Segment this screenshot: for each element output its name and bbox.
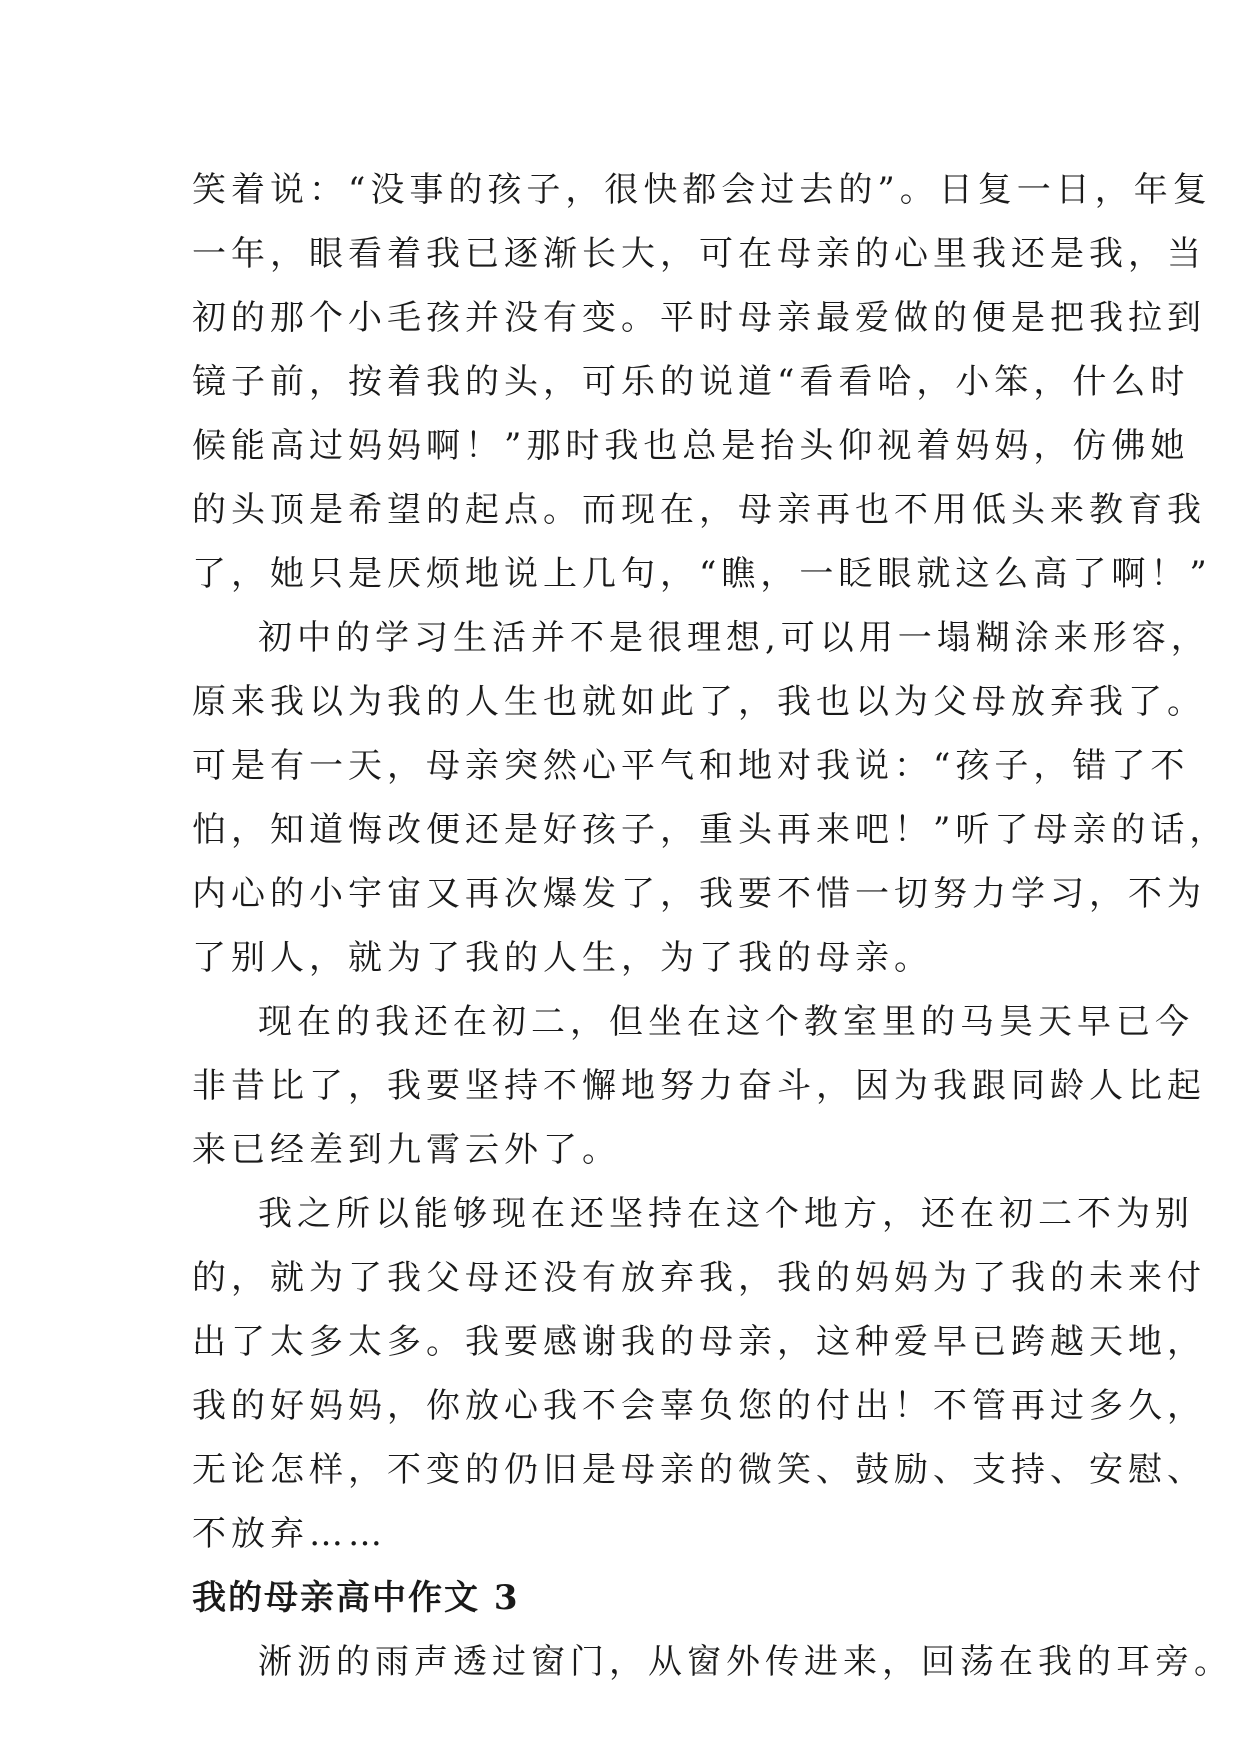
text-line: 的头顶是希望的起点。而现在，母亲再也不用低头来教育我 — [192, 490, 1206, 530]
text-line: 镜子前，按着我的头，可乐的说道“看看哈，小笨，什么时 — [192, 362, 1190, 402]
text-line: 不放弃…… — [192, 1514, 387, 1554]
text-line: 了，她只是厌烦地说上几句，“瞧，一眨眼就这么高了啊！” — [192, 554, 1212, 594]
text-line: 候能高过妈妈啊！”那时我也总是抬头仰视着妈妈，仿佛她 — [192, 426, 1190, 466]
text-line: 出了太多太多。我要感谢我的母亲，这种爱早已跨越天地， — [192, 1322, 1206, 1362]
paragraph-5 — [192, 1630, 1233, 1694]
text-line: 无论怎样，不变的仍旧是母亲的微笑、鼓励、支持、安慰、 — [192, 1450, 1206, 1490]
paragraph-4 — [192, 1182, 1206, 1566]
text-line: 非昔比了，我要坚持不懈地努力奋斗，因为我跟同龄人比起 — [192, 1066, 1206, 1106]
text-line: 初中的学习生活并不是很理想,可以用一塌糊涂来形容， — [258, 618, 1210, 658]
text-line: 一年，眼看着我已逐渐长大，可在母亲的心里我还是我，当 — [192, 234, 1206, 274]
text-line: 内心的小宇宙又再次爆发了，我要不惜一切努力学习，不为 — [192, 874, 1206, 914]
text-line: 的，就为了我父母还没有放弃我，我的妈妈为了我的未来付 — [192, 1258, 1206, 1298]
text-line: 初的那个小毛孩并没有变。平时母亲最爱做的便是把我拉到 — [192, 298, 1206, 338]
paragraph-2 — [192, 606, 1229, 990]
text-line: 现在的我还在初二，但坐在这个教室里的马昊天早已今 — [258, 1002, 1194, 1042]
text-line: 笑着说：“没事的孩子，很快都会过去的”。日复一日，年复 — [192, 170, 1212, 210]
text-line: 可是有一天，母亲突然心平气和地对我说：“孩子，错了不 — [192, 746, 1190, 786]
section-heading: 我的母亲高中作文 3 — [192, 1578, 520, 1618]
text-line: 怕，知道悔改便还是好孩子，重头再来吧！”听了母亲的话， — [192, 810, 1229, 850]
text-line: 来已经差到九霄云外了。 — [192, 1130, 621, 1170]
text-line: 我的好妈妈，你放心我不会辜负您的付出！不管再过多久， — [192, 1386, 1206, 1426]
paragraph-3 — [192, 990, 1206, 1182]
text-line: 了别人，就为了我的人生，为了我的母亲。 — [192, 938, 933, 978]
text-line: 我之所以能够现在还坚持在这个地方，还在初二不为别 — [258, 1194, 1194, 1234]
text-line: 淅沥的雨声透过窗门，从窗外传进来，回荡在我的耳旁。 — [258, 1642, 1233, 1682]
document-page — [192, 158, 1233, 1694]
text-line: 原来我以为我的人生也就如此了，我也以为父母放弃我了。 — [192, 682, 1206, 722]
paragraph-1 — [192, 158, 1212, 606]
